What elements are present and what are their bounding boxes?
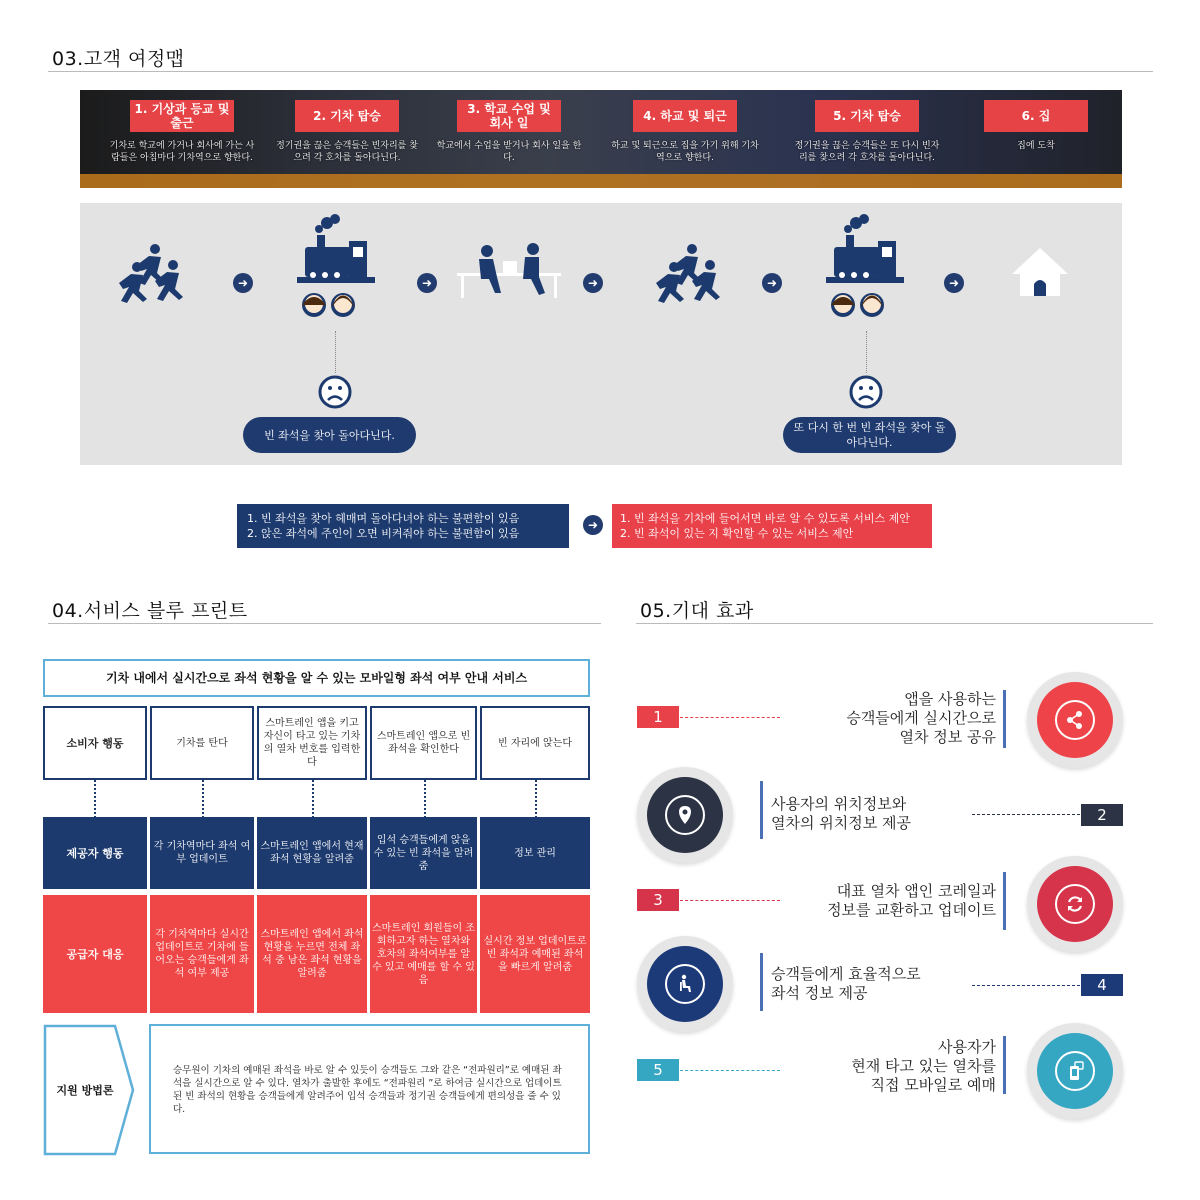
stage-2	[272, 90, 422, 164]
solution-box	[612, 504, 932, 548]
share-icon	[1064, 709, 1086, 731]
supplier-response-cell: 스마트레인 앱에서 좌석 현황을 누르면 전체 좌석 중 남은 좌석 현황을 알려줌	[257, 895, 367, 1013]
accent-bar	[760, 953, 763, 1011]
sad-face-icon	[849, 375, 883, 409]
provider-action-cell: 입석 승객들에게 앉을 수 있는 빈 좌석을 알려줌	[370, 817, 477, 889]
refresh-icon	[1064, 893, 1086, 915]
location-pin-icon	[674, 804, 696, 826]
steam-train-icon	[297, 213, 377, 328]
problem-item: 2. 앉은 좌석에 주인이 오면 비켜줘야 하는 불편함이 있음	[247, 527, 520, 540]
effect-number-badge: 3	[637, 889, 679, 911]
divider	[636, 623, 1153, 624]
consumer-action-cell: 기차를 탄다	[150, 706, 254, 780]
flow-arrow-icon: ➜	[762, 273, 782, 293]
stage-label: 4. 하교 및 퇴근	[633, 100, 737, 132]
blueprint-title: 기차 내에서 실시간으로 좌석 현황을 알 수 있는 모바일형 좌석 여부 안내 서비스	[43, 659, 590, 697]
effect-description: 대표 열차 앱인 코레일과 정보를 교환하고 업데이트	[827, 882, 996, 919]
connector-line	[972, 985, 1080, 986]
mobile-booking-icon	[1064, 1060, 1086, 1082]
effect-description: 사용자가 현재 타고 있는 열차를 직접 모바일로 예매	[851, 1038, 996, 1094]
provider-action-cell: 각 기차역마다 좌석 여부 업데이트	[150, 817, 254, 889]
effect-number-badge: 4	[1081, 974, 1123, 996]
line-of-interaction	[535, 780, 537, 818]
effect-icon-circle	[1027, 672, 1123, 768]
flow-arrow-icon: ➜	[417, 273, 437, 293]
stage-label: 5. 기차 탑승	[815, 100, 919, 132]
effect-description: 사용자의 위치정보와 열차의 위치정보 제공	[771, 795, 911, 832]
connector-line	[335, 331, 336, 373]
connector-line	[866, 331, 867, 373]
support-method-text: 승무원이 기차의 예매된 좌석을 바로 알 수 있듯이 승객들도 그와 같은 “전파원리”로 예매된 좌석을 실시간으로 알 수 있다. 열차가 출발한 후에도 “전파원리 ”로 하여금 실시간으로 업데이트 된 빈 좌석의 현황을 승객들에게 알려주어 입석 승객들과 정기권 승객들에게 편의성을 줄 수 있다.	[149, 1024, 590, 1154]
stage-1	[107, 90, 257, 164]
problem-item: 1. 빈 좌석을 찾아 헤매며 돌아다녀야 하는 불편함이 있음	[247, 512, 520, 525]
stage-description: 하교 및 퇴근으로 집을 가기 위해 기차역으로 향한다.	[611, 141, 759, 163]
pain-point-bubble: 또 다시 한 번 빈 좌석을 찾아 돌아다닌다.	[783, 417, 956, 453]
provider-action-cell: 정보 관리	[480, 817, 590, 889]
pain-point-bubble: 빈 좌석을 찾아 돌아다닌다.	[243, 417, 416, 453]
home-icon	[1012, 248, 1068, 296]
stage-6	[961, 90, 1111, 152]
stage-5	[792, 90, 942, 164]
effect-number-badge: 5	[637, 1059, 679, 1081]
effect-number-badge: 2	[1081, 804, 1123, 826]
supplier-response-header: 공급자 대응	[43, 895, 147, 1013]
effect-description: 승객들에게 효율적으로 좌석 정보 제공	[771, 965, 921, 1002]
stage-4	[610, 90, 760, 164]
effect-number-badge: 1	[637, 706, 679, 728]
effect-icon-circle	[1027, 1023, 1123, 1119]
line-of-interaction	[202, 780, 204, 818]
flow-arrow-icon: ➜	[233, 273, 253, 293]
consumer-action-cell: 스마트레인 앱을 키고 자신이 타고 있는 기차의 열차 번호를 입력한다	[257, 706, 367, 780]
journey-stage-strip	[80, 90, 1122, 188]
connector-line	[680, 717, 780, 718]
accent-bar	[1003, 872, 1006, 930]
stage-label: 6. 집	[984, 100, 1088, 132]
seat-icon	[674, 973, 696, 995]
line-of-interaction	[312, 780, 314, 818]
supplier-response-cell: 실시간 정보 업데이트로 빈 좌석과 예매된 좌석을 빠르게 알려줌	[480, 895, 590, 1013]
accent-bar	[1003, 690, 1006, 748]
provider-action-header: 제공자 행동	[43, 817, 147, 889]
stage-description: 정기권을 끊은 승객들은 또 다시 빈자리를 찾으려 각 호차를 돌아다닌다.	[794, 141, 940, 163]
stage-description: 집에 도착	[1017, 141, 1055, 151]
support-method-header: 지원 방법론	[56, 1083, 114, 1097]
flow-arrow-icon: ➜	[583, 273, 603, 293]
blueprint-section-title: 04.서비스 블루 프린트	[52, 600, 248, 622]
effect-icon-circle	[637, 767, 733, 863]
stage-label: 3. 학교 수업 및 회사 일	[457, 100, 561, 132]
runners-icon	[115, 243, 185, 309]
effect-icon-circle	[637, 936, 733, 1032]
journey-section-title: 03.고객 여정맵	[52, 48, 185, 70]
line-of-interaction	[94, 780, 96, 818]
stage-description: 정기권을 끊은 승객들은 빈자리를 찾으려 각 호차를 돌아다닌다.	[276, 141, 418, 163]
problem-box	[237, 504, 569, 548]
journey-map	[80, 203, 1122, 465]
accent-bar	[1003, 1036, 1006, 1094]
desk-meeting-icon	[457, 243, 561, 299]
supplier-response-cell: 각 기차역마다 실시간 업데이트로 기차에 들어오는 승객들에게 좌석 여부 제공	[150, 895, 254, 1013]
flow-arrow-icon: ➜	[944, 273, 964, 293]
connector-line	[680, 1070, 780, 1071]
steam-train-icon	[826, 213, 906, 328]
provider-action-cell: 스마트레인 앱에서 현재 좌석 현황을 알려줌	[257, 817, 367, 889]
connector-line	[680, 900, 780, 901]
accent-bar	[760, 781, 763, 839]
divider	[48, 71, 1153, 72]
connector-line	[972, 814, 1080, 815]
stage-label: 2. 기차 탑승	[295, 100, 399, 132]
sad-face-icon	[318, 375, 352, 409]
divider	[48, 623, 601, 624]
flow-arrow-icon: ➜	[583, 515, 603, 535]
consumer-action-cell: 스마트레인 앱으로 빈 좌석을 확인한다	[370, 706, 477, 780]
stage-description: 학교에서 수업을 받거나 회사 일을 한다.	[436, 141, 582, 163]
effects-section-title: 05.기대 효과	[640, 600, 754, 622]
solution-item: 1. 빈 좌석을 기차에 들어서면 바로 알 수 있도록 서비스 제안	[620, 512, 910, 525]
line-of-interaction	[424, 780, 426, 818]
effect-icon-circle	[1027, 856, 1123, 952]
consumer-action-cell: 빈 자리에 앉는다	[480, 706, 590, 780]
effect-description: 앱을 사용하는 승객들에게 실시간으로 열차 정보 공유	[846, 690, 996, 746]
supplier-response-cell: 스마트레인 회원들이 조회하고자 하는 열차와 호차의 좌석여부를 알 수 있고 예매를 할 수 있음	[370, 895, 477, 1013]
stage-description: 기차로 학교에 가거나 회사에 가는 사람들은 아침마다 기차역으로 향한다.	[109, 141, 255, 163]
stage-3	[434, 90, 584, 164]
runners-icon	[652, 243, 722, 309]
stage-label: 1. 기상과 등교 및 출근	[130, 100, 234, 132]
consumer-action-header: 소비자 행동	[43, 706, 147, 780]
solution-item: 2. 빈 좌석이 있는 지 확인할 수 있는 서비스 제안	[620, 527, 854, 540]
